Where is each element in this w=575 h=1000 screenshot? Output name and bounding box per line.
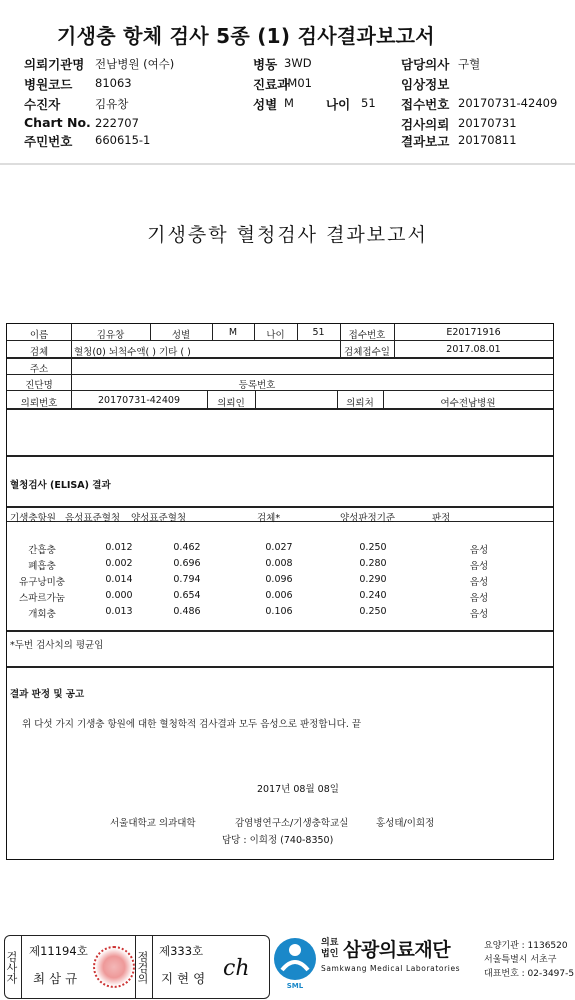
conclusion-title: 결과 판정 및 공고	[10, 689, 85, 700]
result-cell-result: 음성	[469, 609, 489, 620]
institution: 서울대학교 의과대학	[110, 818, 196, 829]
label-receipt-no: 접수번호	[401, 97, 450, 112]
footnote: *두번 검사치의 평균임	[10, 640, 104, 651]
report-title: 기생충학 혈청검사 결과보고서	[147, 224, 428, 246]
info-date-value: 2017.08.01	[446, 344, 501, 355]
foundation-name: 삼광의료재단	[343, 939, 451, 961]
label-test-request: 검사의뢰	[401, 117, 450, 132]
value-sex: M	[284, 96, 294, 110]
label-department: 진료과	[253, 77, 290, 92]
grid-line	[7, 630, 553, 632]
info-name-value: 김유창	[96, 330, 125, 341]
info-reg-value: E20171916	[446, 327, 501, 338]
signers: 홍성태/이희정	[376, 818, 435, 829]
reviewer-label: 점검의	[135, 936, 153, 998]
info-reqplace-label: 의뢰처	[346, 398, 374, 409]
grid-line	[7, 506, 553, 508]
header-divider	[0, 163, 575, 165]
value-ward: 3WD	[284, 56, 312, 70]
result-cell-neg: 0.013	[105, 606, 133, 617]
info-specimen-value: 혈청(0) 뇌척수액( ) 기타 ( )	[74, 347, 191, 358]
result-cell-pos: 0.462	[173, 542, 201, 553]
label-doctor: 담당의사	[401, 57, 450, 72]
result-cell-sample: 0.106	[265, 606, 293, 617]
result-cell-neg: 0.014	[105, 574, 133, 585]
info-reqno-label: 의뢰번호	[20, 398, 58, 409]
label-chart-no: Chart No.	[24, 115, 91, 130]
result-cell-result: 음성	[469, 593, 489, 604]
label-ward: 병동	[253, 57, 278, 72]
value-test-request: 20170731	[458, 116, 517, 130]
result-cell-sample: 0.006	[265, 590, 293, 601]
contact: 담당 : 이희정 (740-8350)	[222, 835, 334, 846]
result-cell-pos: 0.794	[173, 574, 201, 585]
facility-address: 서울특별시 서초구	[484, 955, 557, 965]
info-date-label: 검체접수일	[344, 347, 390, 358]
col-negative-serum: 음성표준혈청	[65, 513, 121, 524]
result-cell-pos: 0.696	[173, 558, 201, 569]
result-cell-result: 음성	[469, 561, 489, 572]
value-age: 51	[361, 96, 376, 110]
info-sex-value: M	[228, 327, 238, 338]
result-cell-name: 간흡충	[28, 545, 56, 556]
value-resident-no: 660615-1	[95, 133, 151, 147]
result-cell-name: 폐흡충	[28, 561, 56, 572]
result-cell-sample: 0.008	[265, 558, 293, 569]
label-patient: 수진자	[24, 97, 61, 112]
result-cell-sample: 0.096	[265, 574, 293, 585]
value-hospital-code: 81063	[95, 76, 132, 90]
report-header-title: 기생충 항체 검사 5종 (1) 검사결과보고서	[57, 24, 435, 48]
label-hospital-code: 병원코드	[24, 77, 73, 92]
label-resident-no: 주민번호	[24, 134, 73, 149]
value-department: IM01	[284, 76, 312, 90]
result-cell-pos: 0.486	[173, 606, 201, 617]
foundation-type: 의료법인	[321, 938, 339, 959]
result-cell-neg: 0.002	[105, 558, 133, 569]
reviewer-signature: ch	[223, 956, 250, 981]
info-requester-label: 의뢰인	[217, 398, 245, 409]
col-antigen: 기생충항원	[10, 513, 56, 524]
grid-vline	[255, 391, 256, 408]
result-cell-pos: 0.654	[173, 590, 201, 601]
result-cell-name: 스파르가눔	[19, 593, 65, 604]
sml-logo-shape	[274, 938, 316, 980]
result-cell-result: 음성	[469, 545, 489, 556]
info-reqplace-value: 여수전남병원	[440, 398, 496, 409]
info-sex-label: 성별	[171, 330, 191, 341]
result-cell-name: 유구낭미충	[19, 577, 65, 588]
result-cell-result: 음성	[469, 577, 489, 588]
reviewer-license: 제333호	[159, 944, 204, 958]
signature-box	[4, 935, 270, 999]
inspector-seal-stamp	[93, 946, 135, 988]
info-age-value: 51	[312, 327, 325, 338]
sign-date: 2017년 08월 08일	[257, 784, 339, 795]
sml-logo-text: SML	[286, 982, 304, 990]
info-specimen-label: 검체	[29, 347, 49, 358]
result-cell-name: 개회충	[28, 609, 56, 620]
result-cell-neg: 0.000	[105, 590, 133, 601]
result-cell-cutoff: 0.250	[359, 606, 387, 617]
grid-line	[7, 455, 553, 457]
reviewer-name: 지 현 영	[161, 971, 206, 986]
result-cell-cutoff: 0.250	[359, 542, 387, 553]
grid-line	[7, 666, 553, 668]
result-cell-neg: 0.012	[105, 542, 133, 553]
info-diagnosis-label: 진단명	[25, 380, 53, 391]
value-requesting-org: 전남병원 (여수)	[95, 57, 175, 71]
facility-phone: 대표번호 : 02-3497-5	[484, 969, 575, 979]
grid-line	[7, 374, 553, 375]
value-receipt-no: 20170731-42409	[458, 96, 558, 110]
info-reqno-value: 20170731-42409	[97, 395, 180, 406]
value-doctor: 구혈	[458, 57, 481, 71]
value-patient: 김유창	[95, 97, 129, 111]
inspector-name: 최 삼 규	[33, 971, 78, 986]
foundation-english-name: Samkwang Medical Laboratories	[321, 964, 461, 973]
label-requesting-org: 의뢰기관명	[24, 57, 85, 72]
result-cell-cutoff: 0.240	[359, 590, 387, 601]
label-result-report: 결과보고	[401, 134, 450, 149]
label-clinical-info: 임상정보	[401, 77, 450, 92]
col-cutoff: 양성판정기준	[340, 513, 396, 524]
label-age: 나이	[326, 97, 351, 112]
value-result-report: 20170811	[458, 133, 517, 147]
inspector-license: 제11194호	[29, 944, 88, 958]
result-cell-cutoff: 0.280	[359, 558, 387, 569]
sml-logo-icon	[274, 938, 316, 990]
conclusion-text: 위 다섯 가지 기생충 항원에 대한 혈청학적 검사결과 모두 음성으로 판정합니다. 끝	[22, 719, 362, 730]
facility-code: 요양기관 : 1136520	[484, 941, 568, 951]
result-cell-cutoff: 0.290	[359, 574, 387, 585]
col-result: 판정	[432, 513, 451, 524]
elisa-section-title: 혈청검사 (ELISA) 결과	[10, 480, 111, 491]
info-name-label: 이름	[29, 330, 49, 341]
inspector-label: 검사자	[5, 936, 22, 998]
col-positive-serum: 양성표준혈청	[131, 513, 187, 524]
info-reg-label: 접수번호	[348, 330, 386, 341]
value-chart-no: 222707	[95, 116, 139, 130]
lab-name: 감염병연구소/기생충학교실	[235, 818, 349, 829]
info-regno-label: 등록번호	[238, 380, 276, 391]
info-address-label: 주소	[29, 364, 49, 375]
footer	[0, 930, 575, 1000]
result-cell-sample: 0.027	[265, 542, 293, 553]
label-sex: 성별	[253, 97, 278, 112]
col-sample: 검체*	[257, 513, 281, 524]
info-age-label: 나이	[266, 330, 285, 341]
report-frame	[6, 323, 554, 860]
